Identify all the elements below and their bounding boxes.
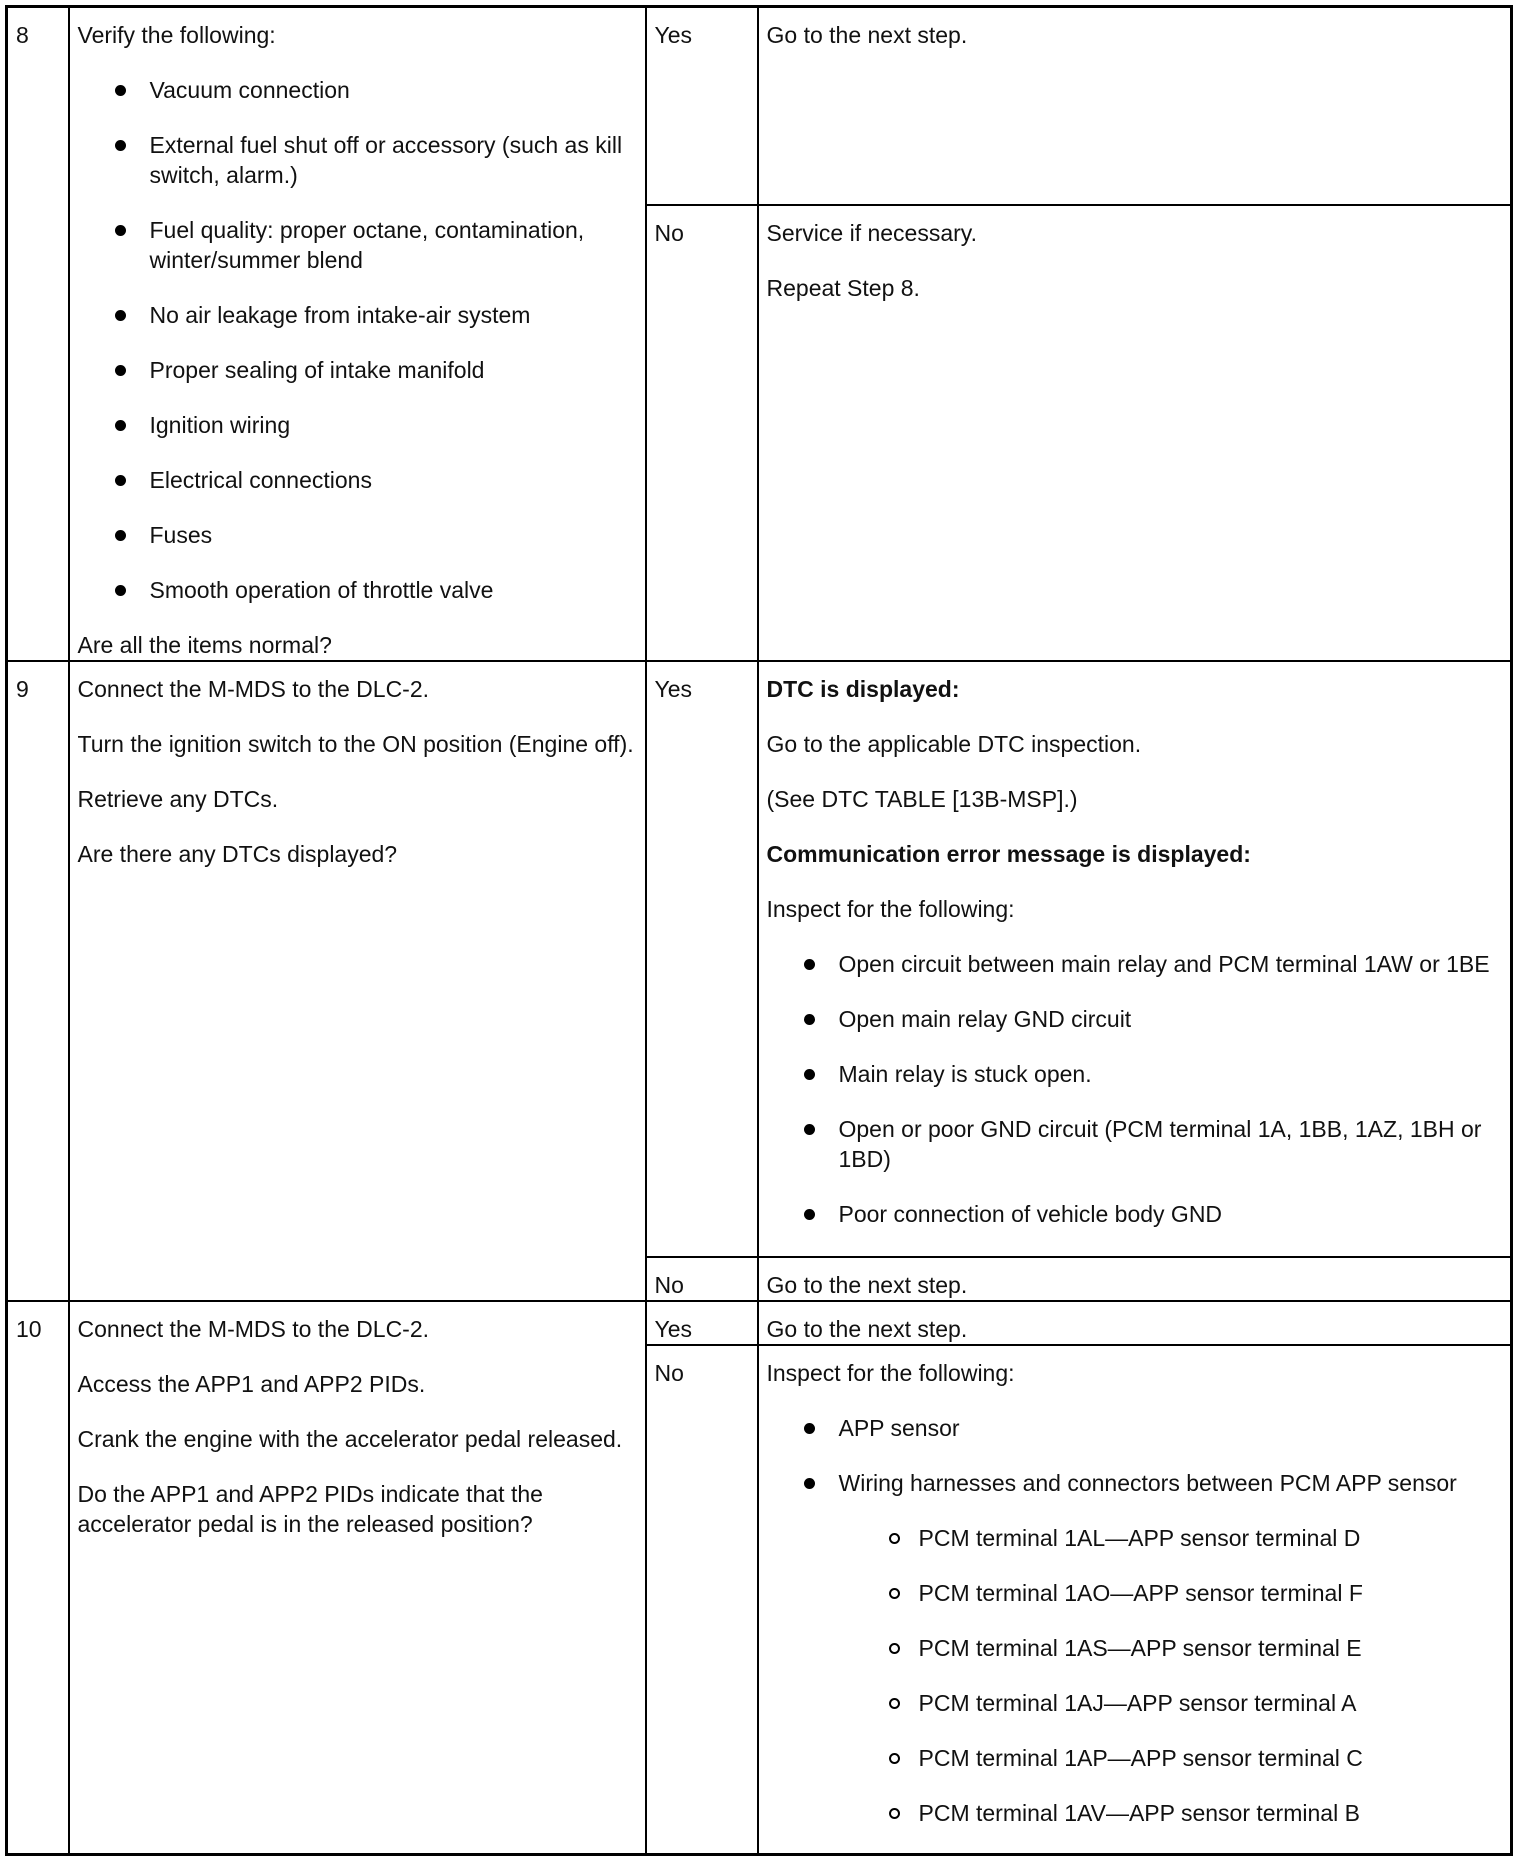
result-no-cell bbox=[646, 205, 758, 661]
action-yes-cell bbox=[758, 1301, 1512, 1345]
list-item: Wiring harnesses and connectors between PCM APP sensor bbox=[839, 1468, 1503, 1498]
sub-list-item: PCM terminal 1AV—APP sensor terminal B bbox=[919, 1798, 1503, 1828]
list-item: Open main relay GND circuit bbox=[839, 1004, 1503, 1034]
inspection-list bbox=[78, 75, 637, 605]
step-number: 8 bbox=[16, 22, 29, 48]
list-item: Poor connection of vehicle body GND bbox=[839, 1199, 1503, 1229]
inspection-intro: Verify the following: bbox=[77, 22, 276, 48]
step-8-row-yes bbox=[7, 7, 1512, 206]
sub-list-item: PCM terminal 1AP—APP sensor terminal C bbox=[919, 1743, 1503, 1773]
inspection-text: Connect the M-MDS to the DLC-2. bbox=[77, 676, 430, 702]
inspection-question: Are all the items normal? bbox=[77, 632, 332, 658]
inspection-text: Access the APP1 and APP2 PIDs. bbox=[77, 1371, 426, 1397]
diagnostic-table bbox=[5, 5, 1513, 1856]
result-yes-label: Yes bbox=[654, 1316, 693, 1342]
action-text: Inspect for the following: bbox=[766, 896, 1015, 922]
list-item: Fuses bbox=[150, 520, 637, 550]
result-no-label: No bbox=[654, 1360, 684, 1386]
inspection-question: Are there any DTCs displayed? bbox=[77, 841, 398, 867]
result-no-cell bbox=[646, 1257, 758, 1301]
list-item: Electrical connections bbox=[150, 465, 637, 495]
list-item: Ignition wiring bbox=[150, 410, 637, 440]
result-yes-label: Yes bbox=[654, 22, 693, 48]
result-no-cell bbox=[646, 1345, 758, 1855]
terminal-sublist bbox=[767, 1523, 1503, 1828]
action-no-cell bbox=[758, 1345, 1512, 1855]
action-heading: Communication error message is displayed: bbox=[766, 841, 1251, 867]
action-yes-cell bbox=[758, 661, 1512, 1257]
step-number: 9 bbox=[16, 676, 29, 702]
action-text: Service if necessary. bbox=[766, 220, 977, 247]
list-item: External fuel shut off or accessory (such as kill switch, alarm.) bbox=[150, 130, 637, 190]
result-yes-cell bbox=[646, 7, 758, 206]
step-8-inspection-cell bbox=[69, 7, 646, 662]
list-item: Proper sealing of intake manifold bbox=[150, 355, 637, 385]
inspection-text: Turn the ignition switch to the ON position (Engine off). bbox=[77, 731, 634, 757]
action-text: Inspect for the following: bbox=[766, 1360, 1015, 1386]
sub-list-item: PCM terminal 1AS—APP sensor terminal E bbox=[919, 1633, 1503, 1663]
sub-list-item: PCM terminal 1AO—APP sensor terminal F bbox=[919, 1578, 1503, 1608]
list-item: APP sensor bbox=[839, 1413, 1503, 1443]
action-text: Go to the next step. bbox=[766, 1272, 968, 1298]
action-list bbox=[767, 1413, 1503, 1498]
inspection-text: Connect the M-MDS to the DLC-2. bbox=[77, 1316, 430, 1342]
step-9-number-cell bbox=[7, 661, 69, 1301]
action-list bbox=[767, 949, 1503, 1229]
result-no-label: No bbox=[654, 1272, 684, 1298]
action-no-cell bbox=[758, 1257, 1512, 1301]
action-no-cell bbox=[758, 205, 1512, 661]
list-item: Fuel quality: proper octane, contamination, winter/summer blend bbox=[150, 215, 637, 275]
action-yes-cell bbox=[758, 7, 1512, 206]
sub-list-item: PCM terminal 1AJ—APP sensor terminal A bbox=[919, 1688, 1503, 1718]
action-text: Go to the next step. bbox=[766, 22, 968, 48]
sub-list-item: PCM terminal 1AL—APP sensor terminal D bbox=[919, 1523, 1503, 1553]
result-yes-cell bbox=[646, 1301, 758, 1345]
step-10-row-yes bbox=[7, 1301, 1512, 1345]
action-text: Go to the applicable DTC inspection. bbox=[766, 731, 1142, 757]
list-item: Main relay is stuck open. bbox=[839, 1059, 1503, 1089]
result-yes-cell bbox=[646, 661, 758, 1257]
action-text: Repeat Step 8. bbox=[766, 275, 920, 302]
list-item: Open or poor GND circuit (PCM terminal 1A, 1BB, 1AZ, 1BH or 1BD) bbox=[839, 1114, 1503, 1174]
result-yes-label: Yes bbox=[654, 676, 693, 702]
step-9-row-yes bbox=[7, 661, 1512, 1257]
list-item: Vacuum connection bbox=[150, 75, 637, 105]
result-no-label: No bbox=[654, 220, 684, 247]
action-heading: DTC is displayed: bbox=[766, 676, 960, 702]
step-9-inspection-cell bbox=[69, 661, 646, 1301]
action-text: (See DTC TABLE [13B-MSP].) bbox=[766, 786, 1078, 812]
list-item: Open circuit between main relay and PCM terminal 1AW or 1BE bbox=[839, 949, 1503, 979]
inspection-question: Do the APP1 and APP2 PIDs indicate that the accelerator pedal is in the released position? bbox=[77, 1481, 543, 1537]
step-10-inspection-cell bbox=[69, 1301, 646, 1855]
list-item: Smooth operation of throttle valve bbox=[150, 575, 637, 605]
step-8-number-cell bbox=[7, 7, 69, 662]
step-10-number-cell bbox=[7, 1301, 69, 1855]
inspection-text: Retrieve any DTCs. bbox=[77, 786, 279, 812]
inspection-text: Crank the engine with the accelerator pedal released. bbox=[77, 1426, 623, 1452]
step-number: 10 bbox=[16, 1316, 42, 1342]
list-item: No air leakage from intake-air system bbox=[150, 300, 637, 330]
action-text: Go to the next step. bbox=[766, 1316, 968, 1342]
